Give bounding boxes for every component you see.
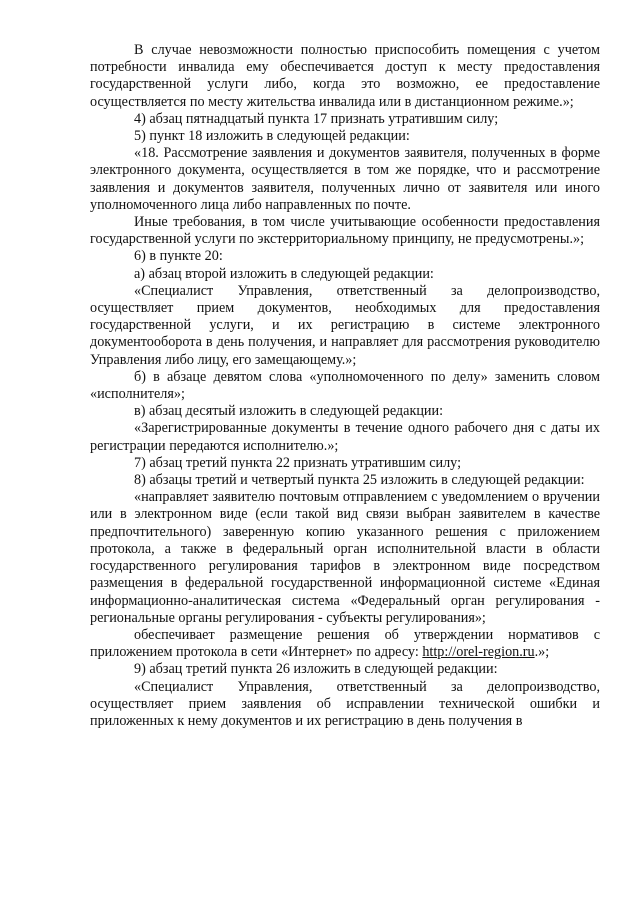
paragraph-specialist-intake: «Специалист Управления, ответственный за делопроизводство, осуществляет прием документов, необходимых для предоставления государственной услуги, и их регистрацию в системе электронного документооборота в день получения, и направляет для рассмотрения руководителю Управления либо лицу, его замещающему.»; [90, 282, 600, 368]
orel-region-link[interactable]: http://orel-region.ru [422, 644, 535, 661]
paragraph-item-7: 7) абзац третий пункта 22 признать утратившим силу; [134, 454, 462, 471]
paragraph-registered-docs: «Зарегистрированные документы в течение одного рабочего дня с даты их регистрации передаются исполнителю.»; [90, 420, 600, 454]
paragraph-item-5: 5) пункт 18 изложить в следующей редакции: [134, 128, 410, 145]
paragraph-item-6v: в) абзац десятый изложить в следующей редакции: [134, 403, 444, 420]
paragraph-specialist-error: «Специалист Управления, ответственный за делопроизводство, осуществляет прием заявления об исправлении технической ошибки и приложенных к нему документов и их регистрацию в день получения в [90, 678, 600, 729]
document-body [90, 42, 600, 730]
paragraph-item-6b: б) в абзаце девятом слова «уполномоченного по делу» заменить словом «исполнителя»; [90, 368, 600, 403]
paragraph-sends-applicant: «направляет заявителю почтовым отправлением с уведомлением о вручении или в электронном виде (если такой вид связи выбран заявителем в качестве предпочтительного) заверенную копию указанного решения с приложением протокола, а также в федеральный орган исполнительной власти в области государственного регулирования тарифов в электронном виде посредством размещения в федеральной государственной информационной системе «Единая информационно-аналитическая система «Федеральный орган регулирования - региональные органы регулирования - субъекты регулирования»; [90, 489, 600, 626]
paragraph-item-8: 8) абзацы третий и четвертый пункта 25 изложить в следующей редакции: [134, 472, 585, 489]
paragraph-item-6: 6) в пункте 20: [134, 248, 223, 265]
paragraph-item-18: «18. Рассмотрение заявления и документов заявителя, полученных в форме электронного документа, осуществляется в том же порядке, что и рассмотрение заявления и документов заявителя, полученных лично от заявителя или иного уполномоченного лица либо направленных по почте. [90, 145, 600, 213]
paragraph-publication [90, 627, 600, 661]
paragraph-accessibility: В случае невозможности полностью приспособить помещения с учетом потребности инвалида ему обеспечивается доступ к месту предоставления государственной услуги либо, когда это возможно, ее предоставление осуществляется по месту жительства инвалида или в дистанционном режиме.»; [90, 42, 600, 110]
paragraph-item-9: 9) абзац третий пункта 26 изложить в следующей редакции: [134, 661, 498, 678]
publication-text: обеспечивает размещение решения об утверждении нормативов с приложением протокола в сети «Интернет» по адресу: [90, 626, 600, 661]
paragraph-item-6a: а) абзац второй изложить в следующей редакции: [134, 265, 434, 282]
paragraph-other-requirements: Иные требования, в том числе учитывающие особенности предоставления государственной услуги по экстерриториальному принципу, не предусмотрены.»; [90, 214, 600, 248]
link-trailing-punct: .»; [534, 644, 550, 661]
paragraph-item-4: 4) абзац пятнадцатый пункта 17 признать утратившим силу; [134, 110, 499, 127]
